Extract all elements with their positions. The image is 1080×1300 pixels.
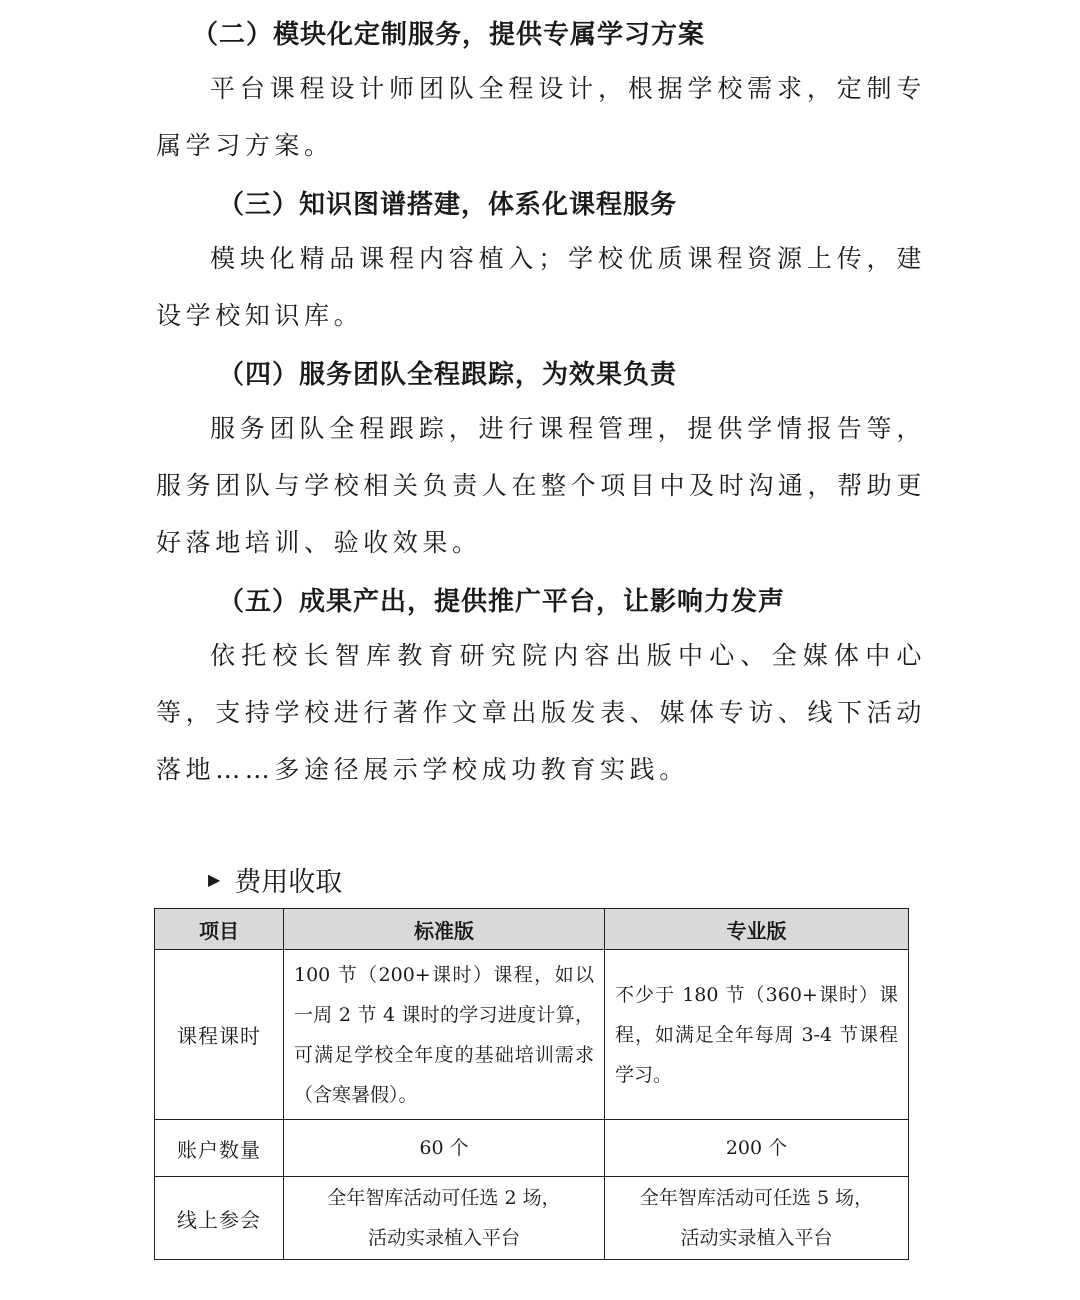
table-row [155, 1177, 909, 1260]
cell-standard-online-events [284, 1177, 605, 1260]
cell-text: 200 个 [725, 1137, 788, 1159]
table-row [155, 950, 909, 1120]
header-standard: 标准版 [284, 909, 605, 950]
cell-text: 100 节（200+课时）课程，如以一周 2 节 4 课时的学习进度计算，可满足学校全年度的基础培训需求（含寒暑假）。 [294, 963, 594, 1106]
cell-text-line-1: 全年智库活动可任选 2 场， [327, 1187, 561, 1209]
cell-professional-accounts [605, 1120, 909, 1177]
cell-standard-accounts [284, 1120, 605, 1177]
triangle-right-icon: ▶ [208, 870, 221, 889]
table-header-row [155, 909, 909, 950]
fees-title-text: 费用收取 [234, 867, 343, 898]
cell-text: 不少于 180 节（360+课时）课程，如满足全年每周 3-4 节课程学习。 [615, 983, 898, 1086]
row-label-accounts: 账户数量 [155, 1120, 284, 1177]
section-heading-5: （五）成果产出，提供推广平台，让影响力发声 [218, 587, 786, 617]
fees-table [154, 908, 909, 1260]
section-body-3: 模块化精品课程内容植入；学校优质课程资源上传，建设学校知识库。 [156, 244, 926, 330]
header-item: 项目 [155, 909, 284, 950]
section-body-2: 平台课程设计师团队全程设计，根据学校需求，定制专属学习方案。 [156, 74, 926, 160]
table-row [155, 1120, 909, 1177]
cell-text-line-2: 活动实录植入平台 [680, 1227, 833, 1249]
cell-professional-course-hours [605, 950, 909, 1120]
cell-text-line-1: 全年智库活动可任选 5 场， [639, 1187, 874, 1209]
fees-title [208, 860, 342, 899]
cell-standard-course-hours [284, 950, 605, 1120]
row-label-online-events: 线上参会 [155, 1177, 284, 1260]
cell-professional-online-events [605, 1177, 909, 1260]
section-heading-2: （二）模块化定制服务，提供专属学习方案 [192, 20, 706, 50]
header-professional: 专业版 [605, 909, 909, 950]
section-heading-4: （四）服务团队全程跟踪，为效果负责 [218, 360, 678, 390]
section-heading-3: （三）知识图谱搭建，体系化课程服务 [218, 190, 678, 220]
cell-text: 60 个 [419, 1137, 469, 1159]
section-body-4: 服务团队全程跟踪，进行课程管理，提供学情报告等，服务团队与学校相关负责人在整个项目中及时沟通，帮助更好落地培训、验收效果。 [156, 414, 926, 557]
row-label-course-hours: 课程课时 [155, 950, 284, 1120]
section-body-5: 依托校长智库教育研究院内容出版中心、全媒体中心等，支持学校进行著作文章出版发表、媒体专访、线下活动落地……多途径展示学校成功教育实践。 [156, 641, 926, 784]
cell-text-line-2: 活动实录植入平台 [367, 1227, 520, 1249]
